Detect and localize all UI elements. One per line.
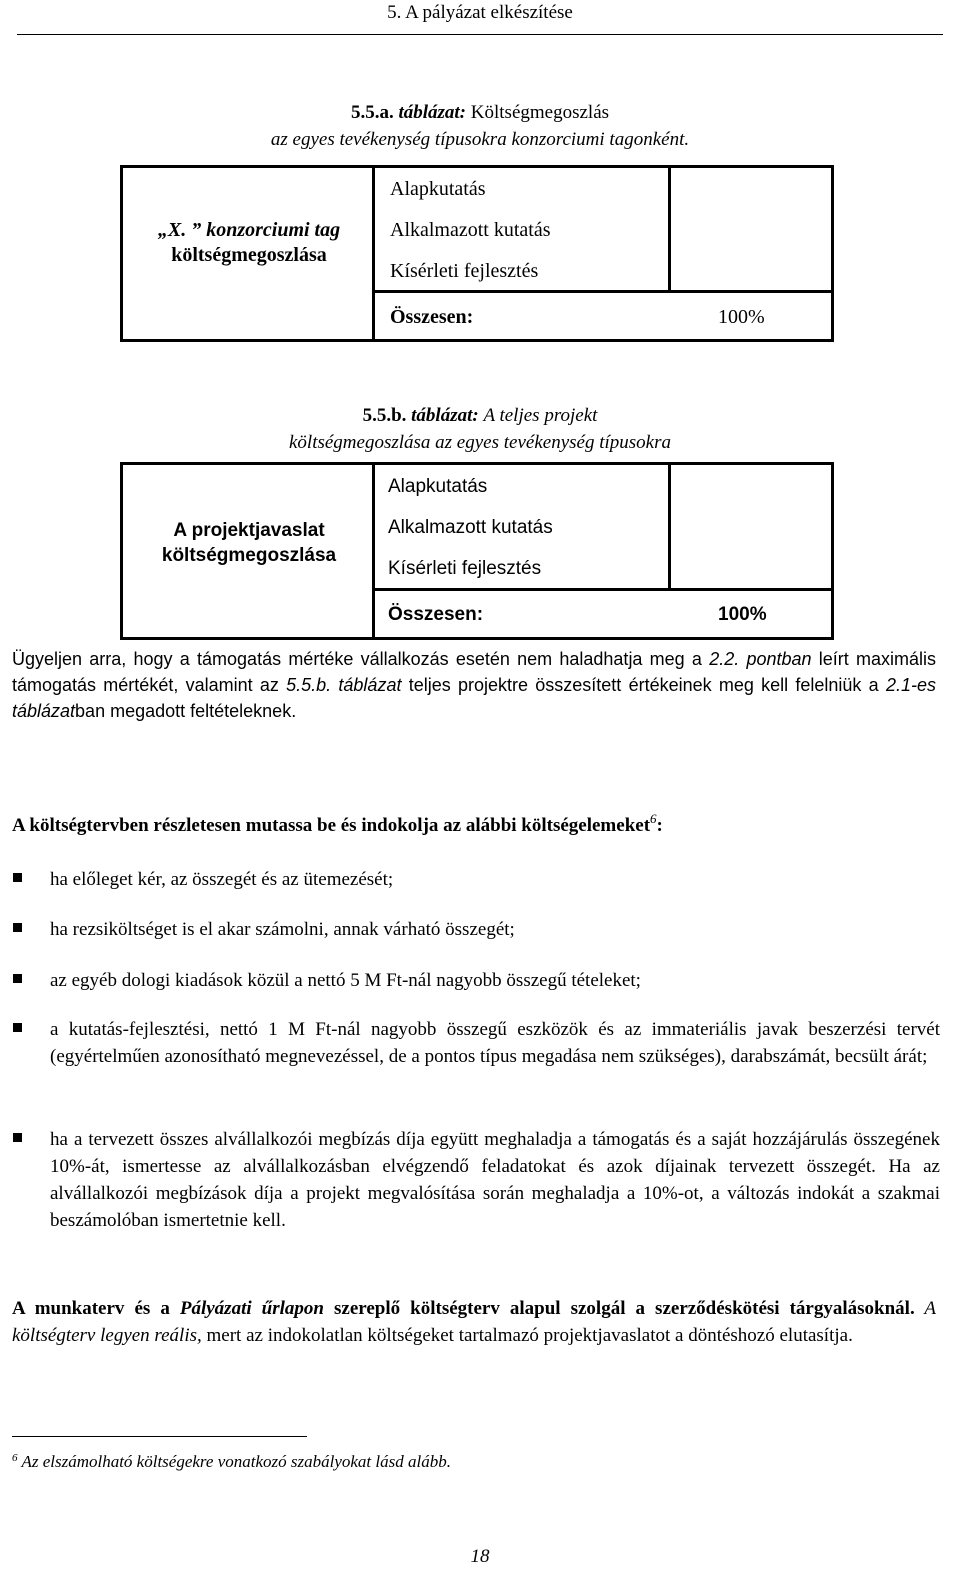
table-a-left-label-line2: költségmegoszlása [171,244,327,266]
footnote-text: Az elszámolható költségekre vonatkozó szabályokat lásd alább. [21,1452,451,1471]
notice-text: leírt maximális támogatás mértékét, valamint az [12,649,936,695]
bullet-item: az egyéb dologi kiadások közül a nettó 5 M Ft-nál nagyobb összegű tételeket; [50,970,641,991]
table-a-caption-number: 5.5.a. [350,102,394,123]
bullet-item: ha előleget kér, az összegét és az ütemezését; [50,869,394,890]
table-a-caption-rest: Költségmegoszlás [470,102,610,123]
cost-heading-text: A költségtervben részletesen mutassa be és indokolja az alábbi költségelemeket [12,815,651,836]
table-b-caption-line2: költségmegoszlása az egyes tevékenység típusokra [288,432,671,453]
table-b-caption-label: táblázat: [411,405,479,426]
notice-ref-table21: 2.1-es táblázat [12,675,936,721]
table-b-left-label-line1: A projektjavaslat [173,520,325,541]
bullet-square-icon [13,873,22,882]
table-a-left-label [126,218,372,268]
bullet-square-icon [13,923,22,932]
table-a-left-label-line1: „X. ” konzorciumi tag [157,219,341,241]
bullet-item: a kutatás-fejlesztési, nettó 1 M Ft-nál nagyobb összegű eszközök és az immateriális javak beszerzési tervét (egyértelműen azonosítható megnevezéssel, de a pontos típus megadása nem szükséges), darabszámát, becsült árát; [50,1019,940,1067]
running-header: 5. A pályázat elkészítése [387,2,573,23]
table-a-total-label: Összesen: [390,306,474,328]
table-a-total-value: 100% [718,306,765,328]
table-b-caption-number: 5.5.b. [362,405,407,426]
notice-ref-section: 2.2. pontban [709,649,812,669]
table-b-left-label [126,518,372,568]
notice-text: Ügyeljen arra, hogy a támogatás mértéke vállalkozás esetén nem haladhatja meg a [12,649,710,669]
closing-bold: A munkaterv és a [12,1298,180,1319]
table-a-divider-left [372,165,375,342]
closing-text: mert az indokolatlan költségeket tartalmazó projektjavaslatot a döntéshozó elutasítja. [201,1325,853,1346]
table-a-caption-label: táblázat: [398,102,467,123]
footnote-rule [12,1436,307,1437]
page-number: 18 [470,1546,490,1567]
table-a-row: Alkalmazott kutatás [390,219,551,241]
table-b-row: Kísérleti fejlesztés [388,558,542,579]
table-b-total-rule [372,588,831,591]
cost-heading-colon: : [656,815,663,836]
table-b-divider-right [668,462,671,589]
table-a-caption-line1 [0,101,960,125]
table-a-divider-right [668,165,671,291]
table-b-row: Alkalmazott kutatás [388,517,553,538]
closing-bold-italic: Pályázati űrlapon [179,1298,324,1319]
notice-text: ban megadott feltételeknek. [75,701,297,721]
table-b-row: Alapkutatás [388,476,488,497]
notice-ref-table: 5.5.b. táblázat [286,675,402,695]
table-b-total-label: Összesen: [388,604,484,625]
footnote-ref: 6 [650,811,657,826]
closing-italic: A költségterv legyen reális, [12,1298,936,1346]
table-b-caption-rest: A teljes projekt [483,405,598,426]
table-b-caption-line1 [0,404,960,428]
footnote [12,1452,451,1472]
bullet-square-icon [13,1023,22,1032]
footnote-number: 6 [12,1452,18,1464]
notice-paragraph [12,646,936,724]
table-b-total-value: 100% [718,604,767,625]
table-b-left-label-line2: költségmegoszlása [161,545,337,566]
cost-heading [12,811,942,837]
header-rule [17,34,943,35]
bullet-square-icon [13,1133,22,1142]
table-a-caption-line2: az egyes tevékenység típusokra konzorciumi tagonként. [270,129,690,150]
table-a-total-rule [372,290,831,293]
bullet-square-icon [13,974,22,983]
table-a-row: Alapkutatás [390,178,486,200]
notice-text: teljes projektre összesített értékeinek meg kell felelniük a [401,675,886,695]
table-a-row: Kísérleti fejlesztés [390,260,539,282]
bullet-item: ha rezsiköltséget is el akar számolni, annak várható összegét; [50,919,515,940]
table-b-divider-left [372,462,375,640]
closing-bold: szereplő költségterv alapul szolgál a szerződéskötési tárgyalásoknál. [323,1298,915,1319]
bullet-item: ha a tervezett összes alvállalkozói megbízás díja együtt meghaladja a támogatás és a saját hozzájárulás összegének 10%-át, ismertesse az alvállalkozásban elvégzendő feladatokat és azok díjainak tervezett összegét. Ha az alvállalkozói megbízások díja a projekt megvalósítása során meghaladja a 10%-ot, a változás indokát a szakmai beszámolóban ismertetnie kell. [50,1129,940,1231]
closing-paragraph [12,1295,936,1349]
